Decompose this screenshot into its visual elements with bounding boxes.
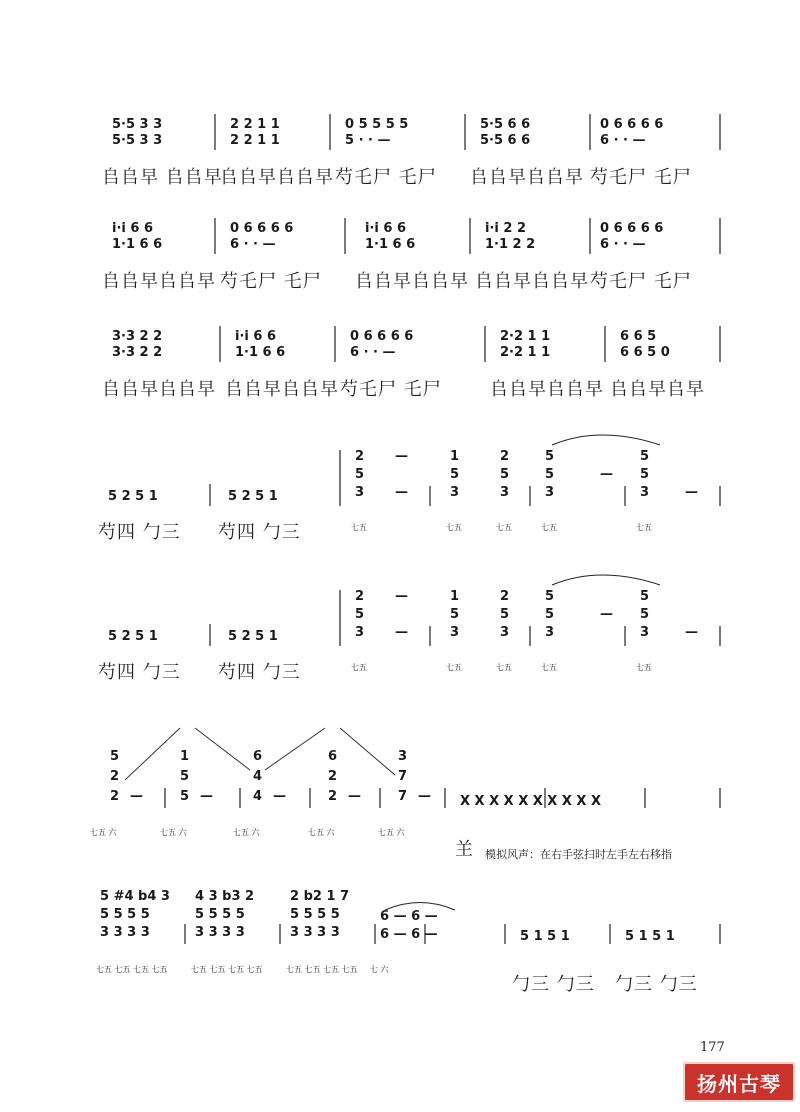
- chord-note: 3: [545, 485, 555, 500]
- small-tablature: 七五: [636, 663, 652, 672]
- small-tablature: 七五: [496, 663, 512, 672]
- note-top: 5 2 5 1: [228, 489, 278, 504]
- note-bottom: 2·2 1 1: [500, 345, 551, 360]
- tablature: 勹三 勹三: [615, 974, 698, 995]
- chord-note: 3: [398, 749, 408, 764]
- tablature: 𦍌: [455, 839, 474, 860]
- tablature: 芍乇尸 乇尸: [590, 271, 692, 292]
- note-top: 5 1 5 1: [520, 929, 570, 944]
- dash: —: [685, 625, 698, 640]
- chord-note: 5: [640, 589, 650, 604]
- dash: —: [200, 789, 213, 804]
- note-top: i·i 6 6: [365, 221, 406, 236]
- note-top: 0 6 6 6 6: [350, 329, 414, 344]
- chord-note: 5: [640, 449, 650, 464]
- tablature: 芍乇尸 乇尸: [335, 167, 437, 188]
- tablature: 芍四 勹三: [218, 522, 301, 543]
- chord-note: 1: [450, 449, 460, 464]
- note-bottom: 2 2 1 1: [230, 133, 280, 148]
- note-middle: 5 5 5 5: [195, 907, 245, 922]
- note-top: 5 1 5 1: [625, 929, 675, 944]
- chord-note: 1: [180, 749, 190, 764]
- note-bottom: 6 — 6 —: [380, 927, 438, 942]
- x-notes: X X X X X X X X X X: [460, 794, 601, 809]
- chord-note: 2: [110, 769, 120, 784]
- small-tablature: 七五: [636, 523, 652, 532]
- note-top: 5 2 5 1: [108, 629, 158, 644]
- small-tablature: 七五 七五 七五 七五: [286, 965, 358, 974]
- tablature: 𠂤𠂤早𠂤早: [610, 379, 705, 400]
- chord-note: 3: [500, 625, 510, 640]
- chord-note: 3: [640, 625, 650, 640]
- dash: —: [395, 485, 408, 500]
- page-number: 177: [700, 1040, 725, 1055]
- note-top: i·i 2 2: [485, 221, 526, 236]
- small-tablature: 七五 六: [160, 828, 187, 837]
- dash: —: [130, 789, 143, 804]
- note-bottom: 5·5 3 3: [112, 133, 163, 148]
- small-tablature: 七五: [351, 663, 367, 672]
- chord-note: 5: [545, 589, 555, 604]
- dash: —: [395, 625, 408, 640]
- arrow-line: [125, 728, 180, 780]
- note-bottom: 1·1 2 2: [485, 237, 536, 252]
- dash: —: [395, 589, 408, 604]
- note-top: 0 5 5 5 5: [345, 117, 409, 132]
- note-top: i·i 6 6: [112, 221, 153, 236]
- tablature: 𠂤𠂤早𠂤𠂤早: [102, 271, 216, 292]
- note-top: 2 b2 1 7: [290, 889, 350, 904]
- tablature: 芍乇尸 乇尸: [590, 167, 692, 188]
- chord-note: 2: [355, 449, 365, 464]
- note-bottom: 1·1 6 6: [365, 237, 416, 252]
- chord-note: 5: [110, 749, 120, 764]
- chord-note: 2: [500, 589, 510, 604]
- note-top: 5 #4 b4 3: [100, 889, 170, 904]
- small-tablature: 七五: [351, 523, 367, 532]
- logo-badge: [683, 1062, 795, 1102]
- chord-note: 2: [355, 589, 365, 604]
- arrow-line: [195, 728, 250, 770]
- note-top: 5·5 6 6: [480, 117, 531, 132]
- chord-note: 5: [640, 607, 650, 622]
- note-bottom: 6 6 5 0: [620, 345, 670, 360]
- chord-note: 3: [500, 485, 510, 500]
- small-tablature: 七五 七五 七五 七五: [96, 965, 168, 974]
- note-top: 2·2 1 1: [500, 329, 551, 344]
- note-top: 5·5 3 3: [112, 117, 163, 132]
- small-tablature: 七五: [541, 523, 557, 532]
- tablature: 𠂤𠂤早𠂤𠂤早: [355, 271, 469, 292]
- arrow-line: [265, 728, 325, 770]
- arrow-line: [340, 728, 395, 775]
- chord-note: 5: [500, 607, 510, 622]
- chord-note: 5: [450, 607, 460, 622]
- note-bottom: 3 3 3 3: [290, 925, 340, 940]
- note-middle: 5 5 5 5: [100, 907, 150, 922]
- tablature: 𠂤𠂤早 𠂤𠂤早: [102, 167, 223, 188]
- tablature: 芍四 勹三: [98, 662, 181, 683]
- chord-note: 3: [355, 625, 365, 640]
- note-top: 0 6 6 6 6: [600, 117, 664, 132]
- slur: [552, 575, 660, 585]
- note-top: 6 — 6 —: [380, 909, 438, 924]
- tablature: 芍四 勹三: [98, 522, 181, 543]
- note-bottom: 6 · · —: [600, 237, 646, 252]
- chord-note: 5: [180, 789, 190, 804]
- chord-note: 5: [545, 449, 555, 464]
- note-bottom: 5·5 6 6: [480, 133, 531, 148]
- small-tablature: 七五 六: [308, 828, 335, 837]
- chord-note: 4: [253, 789, 263, 804]
- note-bottom: 3 3 3 3: [195, 925, 245, 940]
- note-top: 4 3 b3 2: [195, 889, 255, 904]
- note-bottom: 1·1 6 6: [235, 345, 286, 360]
- chord-note: 5: [500, 467, 510, 482]
- dash: —: [273, 789, 286, 804]
- note-middle: 5 5 5 5: [290, 907, 340, 922]
- note-bottom: 6 · · —: [350, 345, 396, 360]
- small-tablature: 七五: [446, 663, 462, 672]
- chord-note: 2: [110, 789, 120, 804]
- note-bottom: 5 · · —: [345, 133, 391, 148]
- note-bottom: 6 · · —: [230, 237, 276, 252]
- tablature: 勹三 勹三: [512, 974, 595, 995]
- chord-note: 5: [640, 467, 650, 482]
- chord-note: 2: [500, 449, 510, 464]
- dash: —: [395, 449, 408, 464]
- small-tablature: 七 六: [370, 965, 389, 974]
- chord-note: 6: [328, 749, 338, 764]
- tablature: 𠂤𠂤早𠂤𠂤早: [220, 167, 334, 188]
- chord-note: 1: [450, 589, 460, 604]
- note-bottom: 1·1 6 6: [112, 237, 163, 252]
- note-top: 0 6 6 6 6: [600, 221, 664, 236]
- tablature: 芍乇尸 乇尸: [340, 379, 442, 400]
- tablature: 𠂤𠂤早𠂤𠂤早: [475, 271, 589, 292]
- chord-note: 4: [253, 769, 263, 784]
- note-top: 5 2 5 1: [228, 629, 278, 644]
- dash: —: [685, 485, 698, 500]
- small-tablature: 七五: [496, 523, 512, 532]
- chord-note: 7: [398, 789, 408, 804]
- chord-note: 3: [545, 625, 555, 640]
- dash: —: [348, 789, 361, 804]
- tablature: 𠂤𠂤早𠂤𠂤早: [102, 379, 216, 400]
- chord-note: 3: [640, 485, 650, 500]
- note-top: 0 6 6 6 6: [230, 221, 294, 236]
- chord-note: 2: [328, 789, 338, 804]
- chord-note: 3: [450, 625, 460, 640]
- chord-note: 2: [328, 769, 338, 784]
- note-top: 3·3 2 2: [112, 329, 163, 344]
- chord-note: 6: [253, 749, 263, 764]
- chord-note: 3: [450, 485, 460, 500]
- small-tablature: 七五: [541, 663, 557, 672]
- chord-note: 5: [355, 607, 365, 622]
- logo-text: 扬州古琴: [697, 1071, 781, 1096]
- chord-note: 3: [355, 485, 365, 500]
- dash: —: [600, 467, 613, 482]
- slur: [552, 435, 660, 445]
- small-tablature: 七五 七五 七五 七五: [191, 965, 263, 974]
- tablature: 𠂤𠂤早𠂤𠂤早: [225, 379, 339, 400]
- tablature: 𠂤𠂤早𠂤𠂤早: [490, 379, 604, 400]
- chord-note: 5: [450, 467, 460, 482]
- tablature: 芍四 勹三: [218, 662, 301, 683]
- tablature: 芍乇尸 乇尸: [220, 271, 322, 292]
- small-tablature: 七五 六: [233, 828, 260, 837]
- chord-note: 5: [545, 607, 555, 622]
- chord-note: 7: [398, 769, 408, 784]
- note-bottom: 3 3 3 3: [100, 925, 150, 940]
- note-top: 6 6 5: [620, 329, 657, 344]
- caption-text: 模拟风声：在右手弦扫时左手左右移指: [485, 848, 672, 861]
- small-tablature: 七五: [446, 523, 462, 532]
- note-bottom: 6 · · —: [600, 133, 646, 148]
- dash: —: [418, 789, 431, 804]
- note-top: 2 2 1 1: [230, 117, 280, 132]
- note-top: 5 2 5 1: [108, 489, 158, 504]
- tablature: 𠂤𠂤早𠂤𠂤早: [470, 167, 584, 188]
- dash: —: [600, 607, 613, 622]
- small-tablature: 七五 六: [378, 828, 405, 837]
- chord-note: 5: [355, 467, 365, 482]
- note-top: i·i 6 6: [235, 329, 276, 344]
- chord-note: 5: [180, 769, 190, 784]
- chord-note: 5: [545, 467, 555, 482]
- small-tablature: 七五 六: [90, 828, 117, 837]
- note-bottom: 3·3 2 2: [112, 345, 163, 360]
